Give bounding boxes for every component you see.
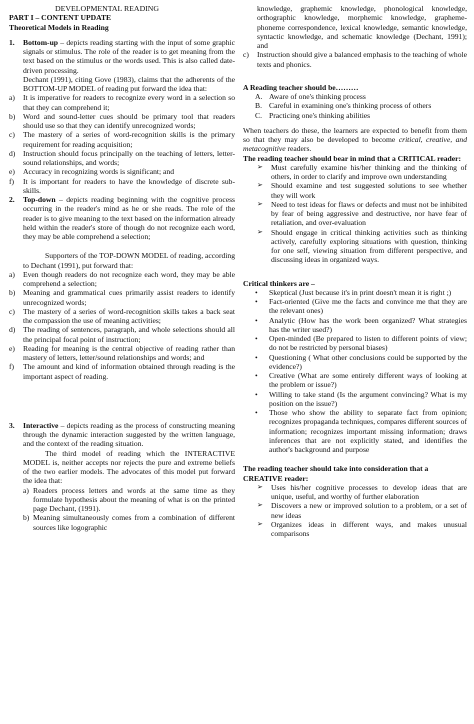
reading-teacher-heading: A Reading teacher should be……… [243,82,359,92]
list-item [257,163,467,182]
item-text: Instruction should give a balanced emphasis to the teaching of whole texts and phonics. [257,50,467,69]
list-item [9,344,235,363]
item-marker: c) [9,306,15,316]
top-down-section [9,195,235,241]
item-text: Discovers a new or improved solution to a problem, or a set of new ideas [271,501,467,520]
list-item [255,390,467,409]
arrow-bullet-icon: ➢ [257,181,263,190]
interactive-intro: The third model of reading which the INTERACTIVE MODEL is, neither accepts nor rejects the pure and extreme beliefs of the two earlier models. The advocates of this model put forward the idea that: [23,448,235,486]
reading-teacher-list [243,92,467,120]
bottom-up-intro: Dechant (1991), citing Gove (1983), claims that the adherents of the BOTTOM-UP MODEL of reading put forward the idea that: [23,74,235,93]
list-item [9,307,235,326]
list-item [23,513,235,532]
item-marker: a) [9,269,15,279]
item-text: Must carefully examine his/her thinking and the thinking of others, in order to clarify and improve own understanding [271,162,467,181]
item-text: Even though readers do not recognize each word, they may be able comprehend a selection; [23,269,235,288]
interactive-list-wrap [9,486,235,532]
item-text: Need to test ideas for flaws or defects and must not be inhibited by fear of being aggressive and destructive, nor have fear of retaliation, and over-evaluation [271,199,467,228]
bottom-up-definition [23,38,235,75]
list-item [255,371,467,390]
arrow-bullet-icon: ➢ [257,501,263,510]
item-marker: b) [23,513,30,523]
item-text: Skeptical (Just because it's in print doesn't mean it is right ;) [269,287,452,297]
top-down-intro: Supporters of the TOP-DOWN MODEL of reading, according to Dechant (1991), put forward that: [23,251,235,270]
item-text: It is imperative for readers to recognize every word in a selection so that they can comprehend it; [23,93,235,112]
list-item [23,486,235,514]
item-text: The reading of sentences, paragraph, and whole selections should all the principal focal point of instruction; [23,325,235,344]
arrow-bullet-icon: ➢ [257,482,263,491]
interactive-continuation: knowledge, graphemic knowledge, phonological knowledge, orthographic knowledge, morphemic knowledge, grapheme-phoneme correspondence, lexical knowledge, semantic knowledge, syntactic knowledge, and schematic knowledge (Dechant, 1991); and [257,4,467,50]
list-item [255,92,467,101]
arrow-bullet-icon: ➢ [257,519,263,528]
item-text: The mastery of a series of word-recognition skills is the primary requirement for reading acquisition; [23,130,235,149]
item-marker: e) [9,343,15,353]
item-text: Willing to take stand (Is the argument convincing? What is my position on the issue?) [269,389,467,408]
bullet-icon: • [255,334,258,343]
interactive-section [9,421,235,449]
item-text: Reading for meaning is the central objective of reading rather than mastery of letters, letter/sound relationships and words; and [23,343,235,362]
critical-reader-heading: The reading teacher should bear in mind that a CRITICAL reader: [243,153,461,163]
list-item [257,200,467,228]
emphasis-text: critical, creative, and metacognitive [243,135,468,154]
part-heading: PART I – CONTENT UPDATE [9,13,112,23]
item-text: Open-minded (Be prepared to listen to different points of view; do not be restricted by personal biases) [269,334,467,353]
teachers-paragraph [243,126,467,154]
definition-text: – depicts reading starting with the input of some graphic signals or stimulus. The role of the reader is to get meaning from the text based on the stimulus or the words used. This is also called date-driven processing. [23,37,235,75]
item-marker: b) [9,288,16,298]
list-item [9,112,235,131]
term-interactive: Interactive [23,420,59,430]
definition-text: – depicts reading beginning with the cognitive process occurring in the reader's mind as he or she reads. The role of the reader is to give meaning to the text based on the information already held within the reader's store of though do not recognize each word, they may be able comprehend a selection; [23,195,235,241]
bullet-icon: • [255,287,258,297]
list-item [257,520,467,539]
item-marker: d) [9,325,16,335]
list-item [255,334,467,353]
list-item [9,325,235,344]
top-down-definition [23,195,235,241]
critical-thinkers-heading: Critical thinkers are – [243,278,315,288]
paragraph-text: When teachers do these, the learners are expected to benefit from them so that they may also be developed to become [243,125,467,144]
interactive-definition [23,421,235,449]
list-item [9,362,235,381]
item-marker: c) [243,50,249,60]
item-text: Readers process letters and words at the same time as they formulate hypothesis about the meaning of what is on the printed page Dechant, (1991). [33,485,235,513]
critical-reader-list [243,163,467,265]
item-text: The mastery of a series of word-recognition skills takes a back seat the compassion the use of meaning activities; [23,306,235,325]
section-number: 3. [9,420,15,430]
item-marker: a) [9,93,15,103]
item-text: It is important for readers to have the knowledge of discrete sub-skills. [23,176,235,195]
list-item [9,270,235,289]
item-marker: c) [9,130,15,140]
item-text: Instruction should focus principally on the teaching of letters, letter-sound relationships, and words; [23,148,235,167]
list-item [255,111,467,120]
item-text: Careful in examining one's thinking process of others [269,101,432,111]
bottom-up-section [9,38,235,75]
list-item [257,228,467,265]
list-item [9,93,235,112]
arrow-bullet-icon: ➢ [257,199,263,208]
item-text: Creative (What are some entirely different ways of looking at the problem or issue?) [269,371,467,390]
item-text: Analytic (How has the work been organized? What strategies has the writer used?) [269,315,467,334]
item-text: Word and sound-letter cues should be primary tool that readers should use so that they can identify unrecognized words; [23,111,235,130]
creative-reader-heading: The reading teacher should take into consideration that a CREATIVE reader: [243,464,429,483]
bullet-icon: • [255,297,258,306]
list-item [9,167,235,176]
term-top-down: Top-down [23,195,56,204]
list-item [255,408,467,454]
item-text: Should engage in critical thinking activities such as thinking actively, carefully exploring situations with question, thinking for one self, viewing situation from different perspective, and discussing ideas in organized ways. [271,227,467,265]
definition-text: – depicts reading as the process of constructing meaning through the dynamic interaction suggested by the written language, and the context of the reading situation. [23,420,235,449]
item-text: Fact-oriented (Give me the facts and convince me that they are the relevant ones) [269,297,467,316]
item-marker: f) [9,362,15,372]
bottom-up-list [9,93,235,195]
document-title: DEVELOPMENTAL READING [54,4,160,13]
item-text: Should examine and test suggested solutions to see whether they will work [271,181,467,200]
section-number: 2. [9,195,15,204]
item-marker: d) [9,148,16,158]
interactive-list-continued [243,50,467,69]
arrow-bullet-icon: ➢ [257,227,263,236]
right-column [243,4,467,538]
list-item [9,288,235,307]
item-text: Aware of one's thinking process [269,92,366,101]
list-item [9,177,235,196]
item-marker: f) [9,176,15,186]
item-text: The amount and kind of information obtained through reading is the important aspect of reading. [23,362,235,381]
bullet-icon: • [255,371,258,380]
bullet-icon: • [255,389,258,399]
section-subtitle: Theoretical Models in Reading [9,22,109,32]
list-item [257,181,467,200]
item-marker: a) [23,485,29,495]
list-item [257,501,467,520]
section-number: 1. [9,37,15,47]
item-text: Those who show the ability to separate fact from opinion; recognizes propaganda techniques, compares different sources of information; recognizes important missing information; draws inferences that are not explicitly stated, and identifies the author's background and purpose [269,408,467,454]
list-item [9,130,235,149]
item-marker: b) [9,111,16,121]
list-item [243,50,467,69]
creative-reader-list [243,483,467,539]
bullet-icon: • [255,408,258,417]
item-marker: C. [255,110,262,120]
left-column [9,4,235,532]
item-text: Accuracy in recognizing words is significant; and [23,167,174,177]
bullet-icon: • [255,352,258,362]
arrow-bullet-icon: ➢ [257,162,263,171]
list-item [255,101,467,110]
item-text: Meaning simultaneously comes from a combination of different sources like logographic [33,513,235,532]
item-marker: e) [9,167,15,177]
list-item [255,353,467,372]
list-item [257,483,467,502]
item-text: Practicing one's thinking abilities [269,110,371,120]
bullet-icon: • [255,315,258,325]
item-marker: A. [255,92,263,101]
item-text: Organizes ideas in different ways, and makes unusual comparisons [271,519,467,538]
list-item [255,288,467,297]
top-down-list [9,270,235,381]
list-item [9,149,235,168]
item-text: Questioning ( What other conclusions could be supported by the evidence?) [269,352,467,371]
critical-thinkers-list [243,288,467,455]
interactive-list [23,486,235,532]
list-item [255,316,467,335]
term-bottom-up: Bottom-up [23,37,59,47]
item-marker: B. [255,101,262,111]
item-text: Meaning and grammatical cues primarily assist readers to identify unrecognized words; [23,288,235,307]
list-item [255,297,467,316]
paragraph-text: readers. [285,144,312,154]
item-text: Uses his/her cognitive processes to develop ideas that are unique, useful, and worthy of further elaboration [271,482,467,501]
